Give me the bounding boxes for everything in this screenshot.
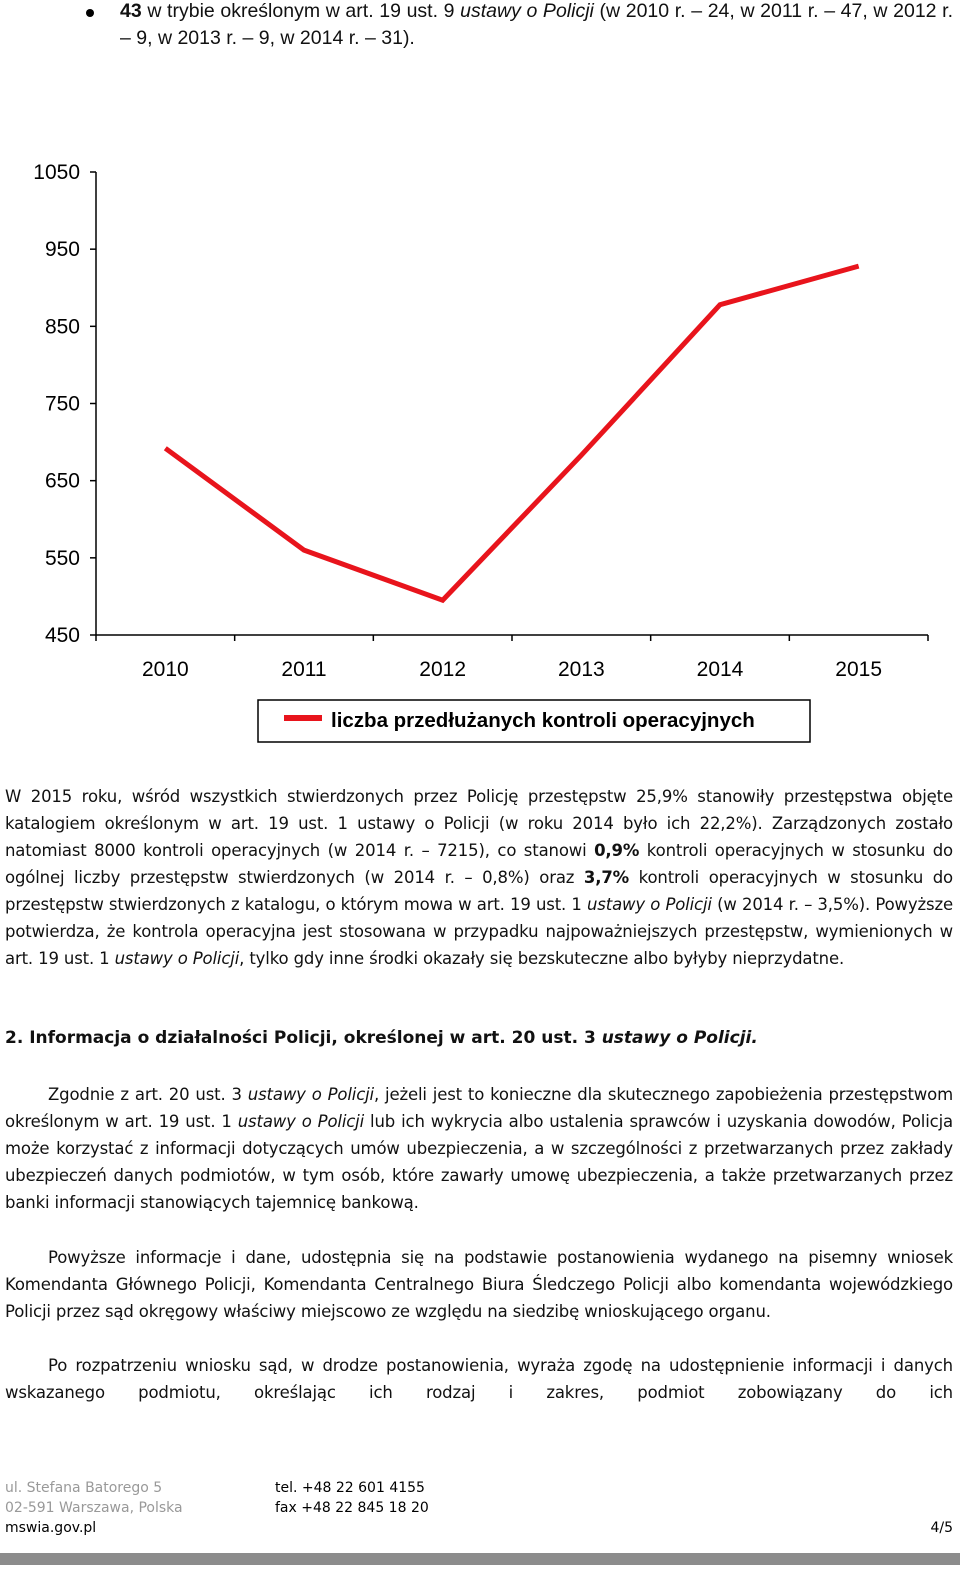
x-tick-label: 2012 xyxy=(419,658,467,681)
x-tick-label: 2010 xyxy=(141,658,189,681)
text-run: Zgodnie z art. 20 ust. 3 xyxy=(48,1085,248,1104)
footer-address xyxy=(5,1478,183,1518)
footer-bar xyxy=(0,1553,960,1565)
heading-text: 2. Informacja o działalności Policji, określonej w art. 20 ust. 3 xyxy=(5,1028,602,1048)
text-run: Po rozpatrzeniu wniosku sąd, w drodze postanowienia, wyraża zgodę na udostępnienie informacji i danych wskazanego podmiotu, określając ich rodzaj i zakres, podmiot zobowiązany do ich xyxy=(5,1356,953,1402)
y-tick-label: 750 xyxy=(44,392,80,416)
footer-city: 02-591 Warszawa, Polska xyxy=(5,1500,183,1516)
y-tick-label: 950 xyxy=(44,238,80,262)
text-run: Powyższe informacje i dane, udostępnia się na podstawie postanowienia wydanego na pisemny wniosek Komendanta Głównego Policji, Komendanta Centralnego Biura Śledczego Policji albo komendanta wojewódzkiego Policji przez sąd okręgowy właściwy miejscowo ze względu na siedzibę wnioskującego organu. xyxy=(5,1248,953,1321)
x-tick-label: 2011 xyxy=(281,658,327,681)
paragraph-court xyxy=(5,1352,953,1406)
y-tick-label: 1050 xyxy=(33,161,80,184)
bullet-count: 43 xyxy=(120,0,142,22)
text-run: kontroli operacyjnych w stosunku do przestępstw stwierdzonych z katalogu, o którym mowa w art. 19 ust. 1 xyxy=(5,868,953,914)
page-number: 4/5 xyxy=(930,1520,953,1536)
section-heading xyxy=(5,1028,758,1048)
bullet-item xyxy=(0,0,960,60)
text-run: , jeżeli jest to konieczne dla skutecznego zapobieżenia przestępstwom określonym w art. 19 ust. 1 xyxy=(5,1085,953,1131)
x-axis xyxy=(96,635,928,681)
italic-ref: ustawy o Policji xyxy=(114,949,240,968)
y-tick-label: 550 xyxy=(44,546,80,570)
y-axis xyxy=(33,161,96,647)
text-run: , tylko gdy inne środki okazały się bezskuteczne albo byłyby nieprzydatne. xyxy=(239,949,845,968)
bullet-dot-icon xyxy=(86,9,94,17)
heading-italic: ustawy o Policji. xyxy=(601,1028,758,1048)
bold-value: 0,9% xyxy=(594,841,640,860)
series-line xyxy=(165,266,858,600)
italic-ref: ustawy o Policji xyxy=(587,895,712,914)
paragraph-statistics xyxy=(5,783,953,972)
x-tick-label: 2014 xyxy=(696,658,744,681)
footer-tel: tel. +48 22 601 4155 xyxy=(275,1480,425,1496)
x-tick-label: 2013 xyxy=(557,658,605,681)
paragraph-request xyxy=(5,1244,953,1325)
line-chart xyxy=(0,150,960,750)
footer-street: ul. Stefana Batorego 5 xyxy=(5,1480,163,1496)
bullet-text-part: (w 2010 r. – 24, w 2011 r. – 47, w 2012 r. – 9, w 2013 r. – 9, w 2014 r. – 31). xyxy=(120,0,953,49)
y-tick-label: 450 xyxy=(44,624,80,647)
legend-label: liczba przedłużanych kontroli operacyjnych xyxy=(331,709,755,732)
text-run: lub ich wykrycia albo ustalenia sprawców i uzyskania dowodów, Policja może korzystać z informacji dotyczących umów ubezpieczenia, a w szczególności z przetwarzanych przez zakłady ubezpieczeń danych podmiotów, w tym osób, które zawarły umowę ubezpieczenia, a także przetwarzanych przez banki informacji stanowiących tajemnicę bankową. xyxy=(5,1112,953,1212)
series-group xyxy=(165,266,859,600)
legend xyxy=(258,700,810,742)
bullet-text xyxy=(120,0,953,52)
y-tick-label: 850 xyxy=(44,315,80,339)
bullet-italic: ustawy o Policji xyxy=(460,0,594,22)
paragraph-art20 xyxy=(5,1081,953,1216)
italic-ref: ustawy o Policji xyxy=(247,1085,374,1104)
y-tick-label: 650 xyxy=(44,469,80,493)
bullet-text-part: w trybie określonym w art. 19 ust. 9 xyxy=(141,0,461,22)
text-run: kontroli operacyjnych w stosunku do ogólnej liczby przestępstw stwierdzonych (w 2014 r. – 0,8%) oraz xyxy=(5,841,953,887)
footer-website-link[interactable]: mswia.gov.pl xyxy=(5,1520,97,1536)
footer-fax: fax +48 22 845 18 20 xyxy=(275,1500,429,1516)
bold-value: 3,7% xyxy=(583,868,630,887)
text-run: (w 2014 r. – 3,5%). Powyższe potwierdza, że kontrola operacyjna jest stosowana w przypadku najpoważniejszych przestępstw, wymienionych w art. 19 ust. 1 xyxy=(5,895,953,968)
italic-ref: ustawy o Policji xyxy=(237,1112,365,1131)
footer-contact xyxy=(275,1478,429,1518)
x-tick-label: 2015 xyxy=(835,658,883,681)
text-run: W 2015 roku, wśród wszystkich stwierdzonych przez Policję przestępstw 25,9% stanowiły przestępstwa objęte katalogiem określonym w art. 19 ust. 1 ustawy o Policji (w roku 2014 było ich 22,2%). Zarządzonych zostało natomiast 8000 kontroli operacyjnych (w 2014 r. – 7215), co stanowi xyxy=(5,787,953,860)
